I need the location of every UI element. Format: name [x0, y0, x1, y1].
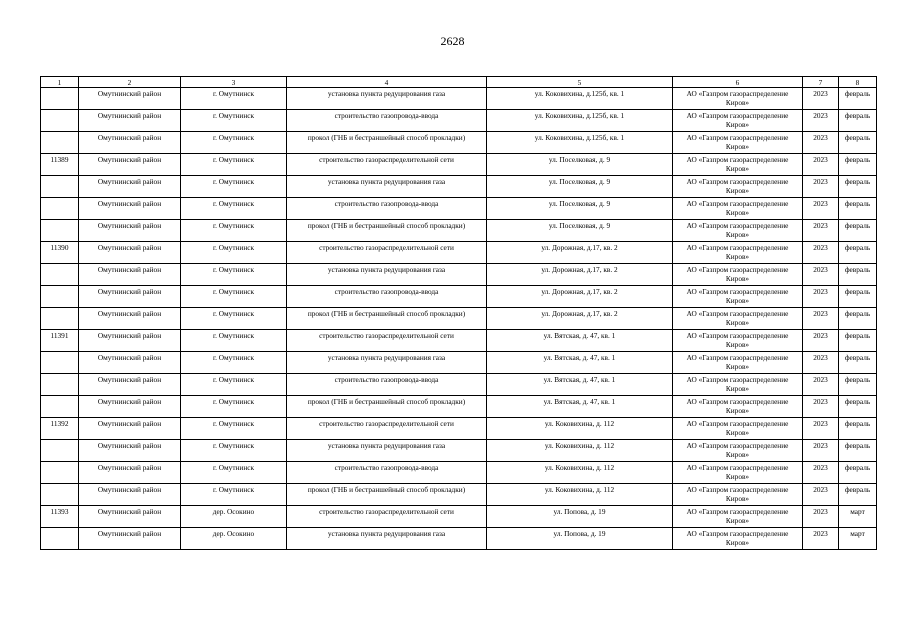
cell-locality: дер. Осокино: [181, 506, 287, 528]
cell-organization: АО «Газпром газораспределение Киров»: [673, 528, 803, 550]
cell-organization: АО «Газпром газораспределение Киров»: [673, 330, 803, 352]
cell-locality: г. Омутнинск: [181, 374, 287, 396]
table-row: [41, 440, 877, 462]
header-cell: 5: [487, 77, 673, 88]
cell-district: Омутнинский район: [79, 374, 181, 396]
cell-organization: АО «Газпром газораспределение Киров»: [673, 286, 803, 308]
works-table: [40, 76, 877, 550]
cell-month: февраль: [839, 352, 877, 374]
cell-locality: г. Омутнинск: [181, 88, 287, 110]
cell-month: февраль: [839, 88, 877, 110]
cell-number: [41, 198, 79, 220]
cell-organization: АО «Газпром газораспределение Киров»: [673, 264, 803, 286]
cell-work-type: установка пункта редуцирования газа: [287, 176, 487, 198]
cell-work-type: установка пункта редуцирования газа: [287, 352, 487, 374]
cell-organization: АО «Газпром газораспределение Киров»: [673, 88, 803, 110]
cell-year: 2023: [803, 330, 839, 352]
cell-work-type: прокол (ГНБ и бестраншейный способ прокладки): [287, 484, 487, 506]
cell-address: ул. Коковихина, д.125б, кв. 1: [487, 132, 673, 154]
cell-year: 2023: [803, 484, 839, 506]
header-cell: 4: [287, 77, 487, 88]
cell-year: 2023: [803, 352, 839, 374]
cell-address: ул. Поселковая, д. 9: [487, 198, 673, 220]
cell-work-type: строительство газораспределительной сети: [287, 506, 487, 528]
cell-month: февраль: [839, 132, 877, 154]
cell-work-type: строительство газопровода-ввода: [287, 374, 487, 396]
cell-month: февраль: [839, 176, 877, 198]
table-header-row: [41, 77, 877, 88]
cell-organization: АО «Газпром газораспределение Киров»: [673, 440, 803, 462]
cell-organization: АО «Газпром газораспределение Киров»: [673, 352, 803, 374]
cell-locality: г. Омутнинск: [181, 132, 287, 154]
cell-month: март: [839, 528, 877, 550]
table-row: [41, 528, 877, 550]
table-body: [41, 77, 877, 550]
cell-work-type: строительство газораспределительной сети: [287, 154, 487, 176]
cell-address: ул. Дорожная, д.17, кв. 2: [487, 264, 673, 286]
header-cell: 7: [803, 77, 839, 88]
cell-district: Омутнинский район: [79, 110, 181, 132]
cell-locality: г. Омутнинск: [181, 264, 287, 286]
cell-year: 2023: [803, 154, 839, 176]
cell-year: 2023: [803, 242, 839, 264]
cell-organization: АО «Газпром газораспределение Киров»: [673, 154, 803, 176]
cell-month: февраль: [839, 220, 877, 242]
table-row: [41, 198, 877, 220]
cell-district: Омутнинский район: [79, 462, 181, 484]
cell-district: Омутнинский район: [79, 132, 181, 154]
cell-organization: АО «Газпром газораспределение Киров»: [673, 176, 803, 198]
cell-locality: г. Омутнинск: [181, 484, 287, 506]
cell-locality: г. Омутнинск: [181, 242, 287, 264]
cell-year: 2023: [803, 198, 839, 220]
cell-organization: АО «Газпром газораспределение Киров»: [673, 374, 803, 396]
cell-locality: г. Омутнинск: [181, 198, 287, 220]
table-row: [41, 88, 877, 110]
cell-district: Омутнинский район: [79, 308, 181, 330]
cell-locality: дер. Осокино: [181, 528, 287, 550]
cell-address: ул. Коковихина, д. 112: [487, 440, 673, 462]
table-row: [41, 462, 877, 484]
cell-organization: АО «Газпром газораспределение Киров»: [673, 308, 803, 330]
cell-month: февраль: [839, 418, 877, 440]
cell-work-type: строительство газораспределительной сети: [287, 242, 487, 264]
cell-address: ул. Дорожная, д.17, кв. 2: [487, 286, 673, 308]
cell-district: Омутнинский район: [79, 176, 181, 198]
cell-work-type: установка пункта редуцирования газа: [287, 88, 487, 110]
cell-month: февраль: [839, 242, 877, 264]
cell-year: 2023: [803, 286, 839, 308]
cell-work-type: прокол (ГНБ и бестраншейный способ прокладки): [287, 308, 487, 330]
cell-organization: АО «Газпром газораспределение Киров»: [673, 132, 803, 154]
cell-number: [41, 374, 79, 396]
cell-month: март: [839, 506, 877, 528]
cell-address: ул. Коковихина, д.125б, кв. 1: [487, 110, 673, 132]
cell-district: Омутнинский район: [79, 154, 181, 176]
cell-organization: АО «Газпром газораспределение Киров»: [673, 242, 803, 264]
cell-work-type: строительство газопровода-ввода: [287, 110, 487, 132]
cell-district: Омутнинский район: [79, 264, 181, 286]
cell-work-type: строительство газопровода-ввода: [287, 198, 487, 220]
cell-number: 11389: [41, 154, 79, 176]
cell-number: [41, 308, 79, 330]
cell-organization: АО «Газпром газораспределение Киров»: [673, 110, 803, 132]
header-cell: 2: [79, 77, 181, 88]
cell-work-type: установка пункта редуцирования газа: [287, 440, 487, 462]
cell-number: [41, 440, 79, 462]
cell-locality: г. Омутнинск: [181, 110, 287, 132]
header-cell: 8: [839, 77, 877, 88]
cell-address: ул. Вятская, д. 47, кв. 1: [487, 330, 673, 352]
cell-district: Омутнинский район: [79, 352, 181, 374]
cell-locality: г. Омутнинск: [181, 352, 287, 374]
cell-district: Омутнинский район: [79, 396, 181, 418]
cell-address: ул. Вятская, д. 47, кв. 1: [487, 374, 673, 396]
cell-year: 2023: [803, 264, 839, 286]
table-row: [41, 352, 877, 374]
cell-work-type: установка пункта редуцирования газа: [287, 528, 487, 550]
cell-locality: г. Омутнинск: [181, 220, 287, 242]
cell-year: 2023: [803, 176, 839, 198]
cell-number: [41, 286, 79, 308]
cell-month: февраль: [839, 264, 877, 286]
cell-month: февраль: [839, 484, 877, 506]
cell-locality: г. Омутнинск: [181, 330, 287, 352]
cell-district: Омутнинский район: [79, 242, 181, 264]
cell-organization: АО «Газпром газораспределение Киров»: [673, 418, 803, 440]
cell-district: Омутнинский район: [79, 330, 181, 352]
cell-locality: г. Омутнинск: [181, 154, 287, 176]
table-row: [41, 374, 877, 396]
cell-locality: г. Омутнинск: [181, 462, 287, 484]
cell-month: февраль: [839, 396, 877, 418]
table-row: [41, 154, 877, 176]
table-row: [41, 286, 877, 308]
cell-number: [41, 88, 79, 110]
cell-address: ул. Поселковая, д. 9: [487, 154, 673, 176]
cell-address: ул. Попова, д. 19: [487, 506, 673, 528]
cell-district: Омутнинский район: [79, 418, 181, 440]
cell-organization: АО «Газпром газораспределение Киров»: [673, 396, 803, 418]
table-row: [41, 132, 877, 154]
cell-locality: г. Омутнинск: [181, 286, 287, 308]
cell-locality: г. Омутнинск: [181, 396, 287, 418]
cell-number: [41, 220, 79, 242]
cell-number: 11391: [41, 330, 79, 352]
cell-number: 11392: [41, 418, 79, 440]
cell-year: 2023: [803, 308, 839, 330]
cell-organization: АО «Газпром газораспределение Киров»: [673, 506, 803, 528]
cell-number: [41, 352, 79, 374]
cell-district: Омутнинский район: [79, 286, 181, 308]
cell-work-type: прокол (ГНБ и бестраншейный способ прокладки): [287, 220, 487, 242]
cell-locality: г. Омутнинск: [181, 440, 287, 462]
cell-address: ул. Поселковая, д. 9: [487, 220, 673, 242]
cell-year: 2023: [803, 462, 839, 484]
cell-address: ул. Вятская, д. 47, кв. 1: [487, 396, 673, 418]
cell-month: февраль: [839, 154, 877, 176]
cell-year: 2023: [803, 88, 839, 110]
table-row: [41, 396, 877, 418]
cell-address: ул. Коковихина, д. 112: [487, 462, 673, 484]
cell-number: 11390: [41, 242, 79, 264]
cell-year: 2023: [803, 506, 839, 528]
cell-district: Омутнинский район: [79, 88, 181, 110]
cell-locality: г. Омутнинск: [181, 418, 287, 440]
table-row: [41, 484, 877, 506]
cell-year: 2023: [803, 440, 839, 462]
header-cell: 1: [41, 77, 79, 88]
cell-address: ул. Дорожная, д.17, кв. 2: [487, 242, 673, 264]
cell-month: февраль: [839, 462, 877, 484]
cell-work-type: строительство газораспределительной сети: [287, 330, 487, 352]
cell-number: 11393: [41, 506, 79, 528]
cell-year: 2023: [803, 132, 839, 154]
cell-number: [41, 396, 79, 418]
cell-district: Омутнинский район: [79, 198, 181, 220]
table-row: [41, 506, 877, 528]
table-row: [41, 110, 877, 132]
cell-number: [41, 484, 79, 506]
cell-organization: АО «Газпром газораспределение Киров»: [673, 198, 803, 220]
cell-work-type: строительство газораспределительной сети: [287, 418, 487, 440]
cell-address: ул. Коковихина, д.125б, кв. 1: [487, 88, 673, 110]
cell-district: Омутнинский район: [79, 440, 181, 462]
cell-month: февраль: [839, 440, 877, 462]
cell-year: 2023: [803, 418, 839, 440]
cell-address: ул. Коковихина, д. 112: [487, 484, 673, 506]
page-number: 2628: [440, 34, 465, 48]
cell-month: февраль: [839, 110, 877, 132]
cell-organization: АО «Газпром газораспределение Киров»: [673, 484, 803, 506]
cell-district: Омутнинский район: [79, 484, 181, 506]
table-row: [41, 176, 877, 198]
cell-month: февраль: [839, 286, 877, 308]
table-row: [41, 308, 877, 330]
cell-locality: г. Омутнинск: [181, 308, 287, 330]
cell-month: февраль: [839, 308, 877, 330]
cell-year: 2023: [803, 374, 839, 396]
cell-address: ул. Вятская, д. 47, кв. 1: [487, 352, 673, 374]
header-cell: 6: [673, 77, 803, 88]
cell-address: ул. Дорожная, д.17, кв. 2: [487, 308, 673, 330]
cell-number: [41, 462, 79, 484]
cell-work-type: установка пункта редуцирования газа: [287, 264, 487, 286]
cell-work-type: строительство газопровода-ввода: [287, 286, 487, 308]
cell-year: 2023: [803, 396, 839, 418]
cell-organization: АО «Газпром газораспределение Киров»: [673, 462, 803, 484]
header-cell: 3: [181, 77, 287, 88]
cell-work-type: прокол (ГНБ и бестраншейный способ прокладки): [287, 396, 487, 418]
table-row: [41, 330, 877, 352]
cell-year: 2023: [803, 110, 839, 132]
cell-year: 2023: [803, 220, 839, 242]
cell-month: февраль: [839, 198, 877, 220]
cell-number: [41, 528, 79, 550]
cell-organization: АО «Газпром газораспределение Киров»: [673, 220, 803, 242]
table-row: [41, 418, 877, 440]
cell-district: Омутнинский район: [79, 506, 181, 528]
cell-number: [41, 110, 79, 132]
cell-month: февраль: [839, 374, 877, 396]
table-row: [41, 242, 877, 264]
cell-month: февраль: [839, 330, 877, 352]
cell-address: ул. Коковихина, д. 112: [487, 418, 673, 440]
cell-year: 2023: [803, 528, 839, 550]
cell-district: Омутнинский район: [79, 528, 181, 550]
cell-work-type: строительство газопровода-ввода: [287, 462, 487, 484]
cell-address: ул. Попова, д. 19: [487, 528, 673, 550]
cell-number: [41, 132, 79, 154]
cell-work-type: прокол (ГНБ и бестраншейный способ прокладки): [287, 132, 487, 154]
cell-number: [41, 264, 79, 286]
cell-district: Омутнинский район: [79, 220, 181, 242]
table-row: [41, 264, 877, 286]
cell-number: [41, 176, 79, 198]
cell-address: ул. Поселковая, д. 9: [487, 176, 673, 198]
cell-locality: г. Омутнинск: [181, 176, 287, 198]
table-row: [41, 220, 877, 242]
